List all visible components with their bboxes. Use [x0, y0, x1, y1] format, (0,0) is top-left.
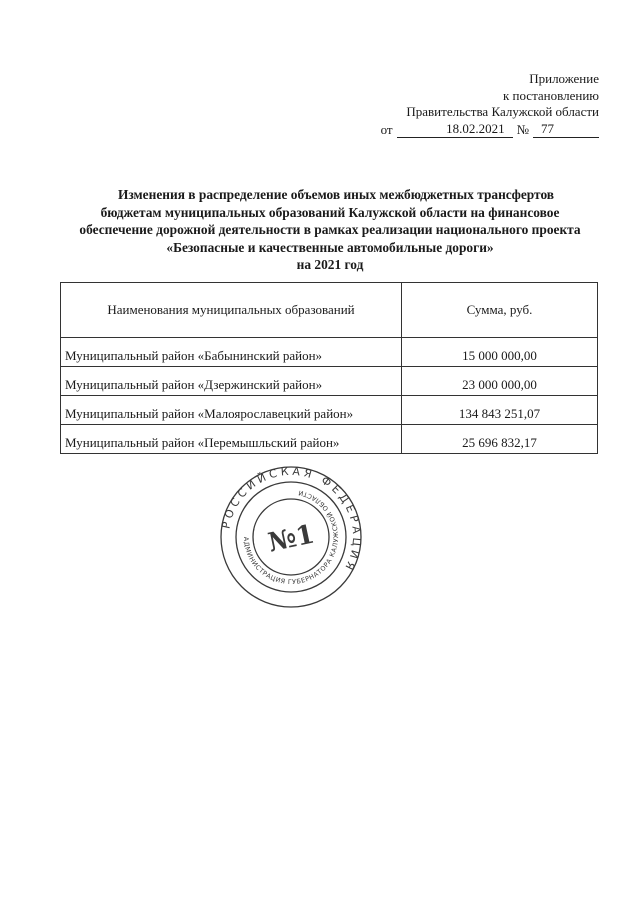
seal-center-text: №1 — [265, 519, 318, 559]
appendix-label: Приложение — [529, 71, 599, 86]
seal-ring-text: АДМИНИСТРАЦИЯ ГУБЕРНАТОРА КАЛУЖСКОЙ ОБЛАСТИ — [241, 488, 341, 587]
document-header — [359, 71, 599, 138]
distribution-table — [60, 282, 598, 454]
column-header-name: Наименования муниципальных образований — [61, 283, 402, 338]
title-line: на 2021 год — [296, 257, 364, 272]
title-line: бюджетам муниципальных образований Калужской области на финансовое — [100, 204, 560, 220]
amount-cell: 15 000 000,00 — [402, 338, 598, 367]
to-resolution-label: к постановлению — [502, 87, 599, 103]
table-header-row — [61, 283, 598, 338]
from-label: от — [380, 121, 393, 137]
government-label: Правительства Калужской области — [406, 104, 599, 119]
resolution-date: 18.02.2021 — [397, 121, 513, 139]
municipality-name: Муниципальный район «Перемышльский район» — [61, 425, 402, 454]
title-line: Изменения в распределение объемов иных межбюджетных трансфертов — [117, 187, 555, 202]
table-row — [61, 396, 598, 425]
municipality-name: Муниципальный район «Малоярославецкий район» — [61, 396, 402, 425]
document-title — [60, 186, 600, 274]
number-label: № — [516, 121, 529, 137]
date-number-line — [359, 121, 599, 139]
amount-cell: 25 696 832,17 — [402, 425, 598, 454]
amount-cell: 134 843 251,07 — [402, 396, 598, 425]
table-row — [61, 367, 598, 396]
amount-cell: 23 000 000,00 — [402, 367, 598, 396]
municipality-name: Муниципальный район «Дзержинский район» — [61, 367, 402, 396]
title-line: обеспечение дорожной деятельности в рамках реализации национального проекта — [79, 222, 581, 237]
table-row — [61, 425, 598, 454]
seal-outer-text: РОССИЙСКАЯ ФЕДЕРАЦИЯ — [219, 465, 363, 576]
municipality-name: Муниципальный район «Бабынинский район» — [61, 338, 402, 367]
title-line: «Безопасные и качественные автомобильные дороги» — [166, 239, 494, 255]
official-seal-icon — [219, 465, 363, 609]
resolution-number: 77 — [533, 121, 599, 139]
table-row — [61, 338, 598, 367]
column-header-amount: Сумма, руб. — [402, 283, 598, 338]
